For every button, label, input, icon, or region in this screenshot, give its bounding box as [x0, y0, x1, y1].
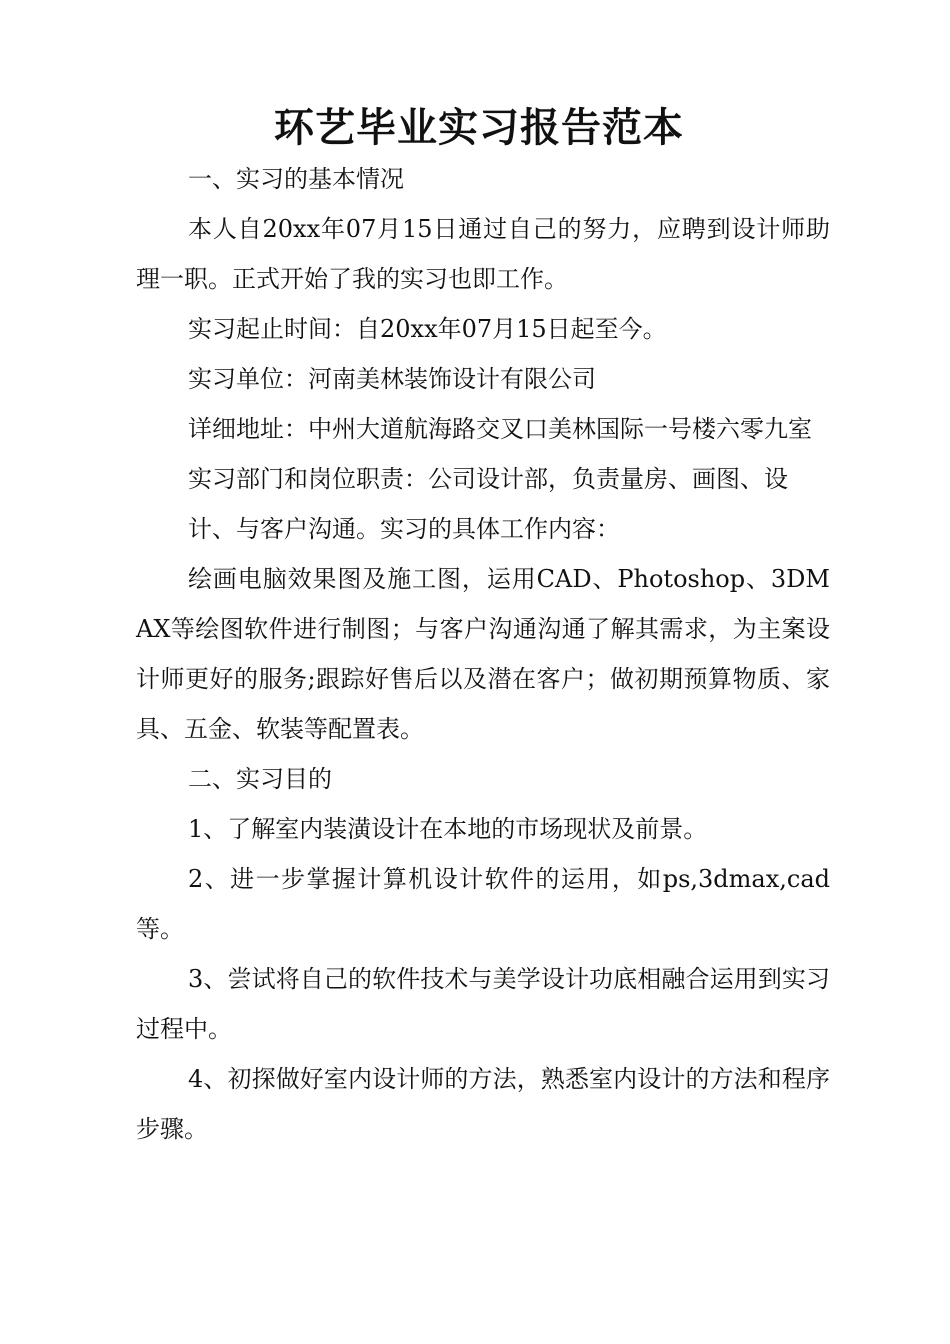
- paragraph-goal-2: 2、进一步掌握计算机设计软件的运用，如ps,3dmax,cad等。: [136, 865, 830, 943]
- paragraph-work-content: 绘画电脑效果图及施工图，运用CAD、Photoshop、3DMAX等绘图软件进行制图；与客户沟通沟通了解其需求，为主案设计师更好的服务;跟踪好售后以及潜在客户；做初期预算物质、家具、五金、软装等配置表。: [136, 565, 830, 743]
- paragraph-address: 详细地址：中州大道航海路交叉口美林国际一号楼六零九室: [188, 415, 812, 443]
- paragraph-goal-1: 1、了解室内装潢设计在本地的市场现状及前景。: [188, 815, 708, 843]
- paragraph-goal-3: 3、尝试将自己的软件技术与美学设计功底相融合运用到实习过程中。: [136, 965, 830, 1043]
- paragraph-goal-4: 4、初探做好室内设计师的方法，熟悉室内设计的方法和程序步骤。: [136, 1065, 830, 1143]
- paragraph-company: 实习单位：河南美林装饰设计有限公司: [188, 365, 596, 393]
- paragraph-period: 实习起止时间：自20xx年07月15日起至今。: [188, 315, 667, 343]
- paragraph-duties: 计、与客户沟通。实习的具体工作内容：: [188, 515, 620, 543]
- document-body: [136, 154, 830, 1154]
- paragraph-section-1-heading: 一、实习的基本情况: [188, 165, 404, 193]
- paragraph-intro: 本人自20xx年07月15日通过自己的努力，应聘到设计师助理一职。正式开始了我的实习也即工作。: [136, 215, 830, 293]
- paragraph-department: 实习部门和岗位职责：公司设计部，负责量房、画图、设: [188, 465, 788, 493]
- document-title: 环艺毕业实习报告范本: [274, 104, 684, 151]
- paragraph-section-2-heading: 二、实习目的: [188, 765, 332, 793]
